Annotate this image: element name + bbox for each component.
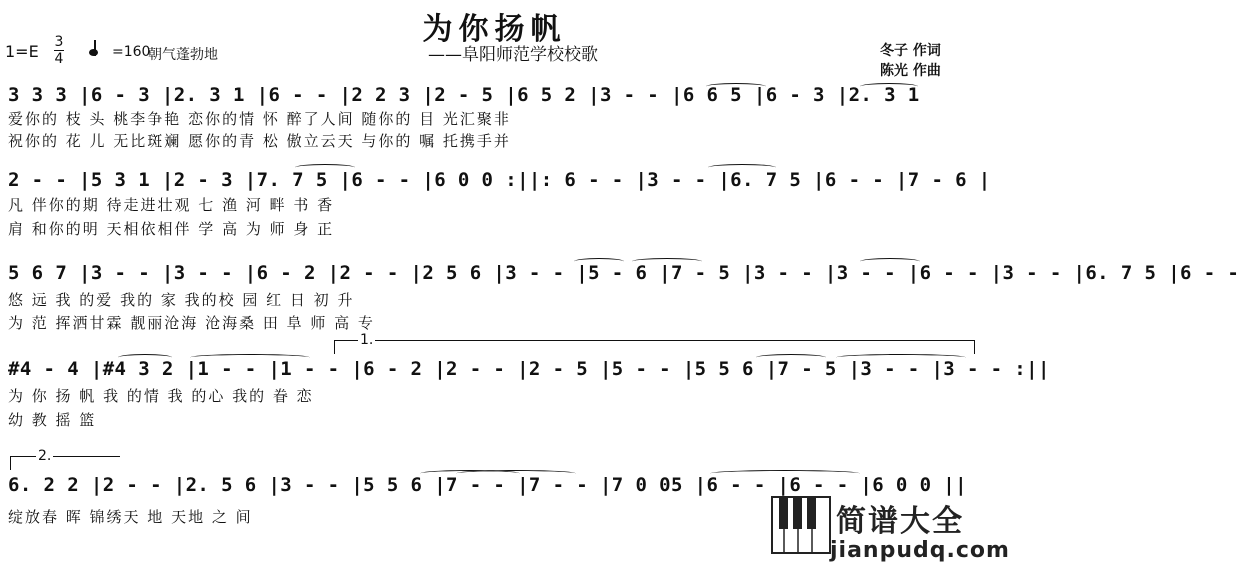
volta-1-label: 1. xyxy=(360,332,374,348)
time-signature-bottom: 4 xyxy=(54,51,64,67)
notation-row-1: 3 3 3 |6 - 3 |2. 3 1 |6 - - |2 2 3 |2 - 5 |6 5 2 |3 - - |6 6 5 |6 - 3 |2. 3 1 xyxy=(8,84,920,106)
lyrics-row-1-verse-1: 爱你的 枝 头 桃李争艳 恋你的情 怀 醉了人间 随你的 目 光汇聚非 xyxy=(8,110,511,128)
slur-mark xyxy=(836,354,966,361)
notation-row-4: #4 - 4 |#4 3 2 |1 - - |1 - - |6 - 2 |2 - - |2 - 5 |5 - - |5 5 6 |7 - 5 |3 - - |3 - - :|| xyxy=(8,358,1050,380)
volta-1-bracket-right xyxy=(974,340,975,354)
slur-mark xyxy=(860,258,920,265)
song-subtitle: ——阜阳师范学校校歌 xyxy=(428,45,598,65)
notation-row-5: 6. 2 2 |2 - - |2. 5 6 |3 - - |5 5 6 |7 - - |7 - - |7 0 05 |6 - - |6 - - |6 0 0 || xyxy=(8,474,967,496)
lyrics-row-1-verse-2: 祝你的 花 儿 无比斑斓 愿你的青 松 傲立云天 与你的 嘱 托携手并 xyxy=(8,132,511,150)
lyrics-row-5-verse-1: 绽放春 晖 锦绣天 地 天地 之 间 xyxy=(8,508,253,526)
watermark-url: jianpudq.com xyxy=(830,538,1010,563)
slur-mark xyxy=(710,470,860,477)
volta-2-bracket xyxy=(10,456,120,457)
lyrics-row-2-verse-2: 肩 和你的明 天相依相伴 学 高 为 师 身 正 xyxy=(8,220,335,238)
slur-mark xyxy=(632,258,702,265)
composer-credit: 陈光 作曲 xyxy=(880,63,941,79)
notation-row-2: 2 - - |5 3 1 |2 - 3 |7. 7 5 |6 - - |6 0 0 :||: 6 - - |3 - - |6. 7 5 |6 - - |7 - 6 | xyxy=(8,169,991,191)
slur-mark xyxy=(190,354,310,361)
tempo-marking: =160 xyxy=(112,44,151,60)
expression-marking: 朝气蓬勃地 xyxy=(148,47,218,63)
slur-mark xyxy=(456,470,576,477)
piano-keys-icon xyxy=(770,495,832,555)
quarter-note-icon xyxy=(86,38,97,58)
time-signature-top: 3 xyxy=(54,34,64,50)
lyrics-row-3-verse-2: 为 范 挥洒甘霖 靓丽沧海 沧海桑 田 阜 师 高 专 xyxy=(8,314,375,332)
slur-mark xyxy=(756,354,826,361)
slur-mark xyxy=(118,354,172,361)
lyrics-row-3-verse-1: 悠 远 我 的爱 我的 家 我的校 园 红 日 初 升 xyxy=(8,291,355,309)
volta-2-bracket-left xyxy=(10,456,11,470)
lyrics-row-4-verse-1: 为 你 扬 帆 我 的情 我 的心 我的 眷 恋 xyxy=(8,387,314,405)
lyricist-credit: 冬子 作词 xyxy=(880,43,941,59)
lyrics-row-4-verse-2: 幼 教 摇 篮 xyxy=(8,411,97,429)
song-title: 为你扬帆 xyxy=(422,12,567,47)
key-signature: 1=E xyxy=(5,42,39,61)
volta-1-bracket-left xyxy=(334,340,335,354)
slur-mark xyxy=(708,164,776,171)
notation-row-3: 5 6 7 |3 - - |3 - - |6 - 2 |2 - - |2 5 6 |3 - - |5 - 6 |7 - 5 |3 - - |3 - - |6 - - |3 - - |6. 7 5 |6 - - xyxy=(8,262,1239,284)
volta-2-label: 2. xyxy=(38,448,52,464)
time-signature xyxy=(54,34,64,67)
slur-mark xyxy=(706,83,766,90)
slur-mark xyxy=(860,83,918,90)
slur-mark xyxy=(574,258,624,265)
lyrics-row-2-verse-1: 凡 伴你的期 待走进壮观 七 渔 河 畔 书 香 xyxy=(8,196,335,214)
volta-1-bracket xyxy=(334,340,974,341)
watermark-name: 简谱大全 xyxy=(836,504,964,539)
slur-mark xyxy=(295,164,355,171)
